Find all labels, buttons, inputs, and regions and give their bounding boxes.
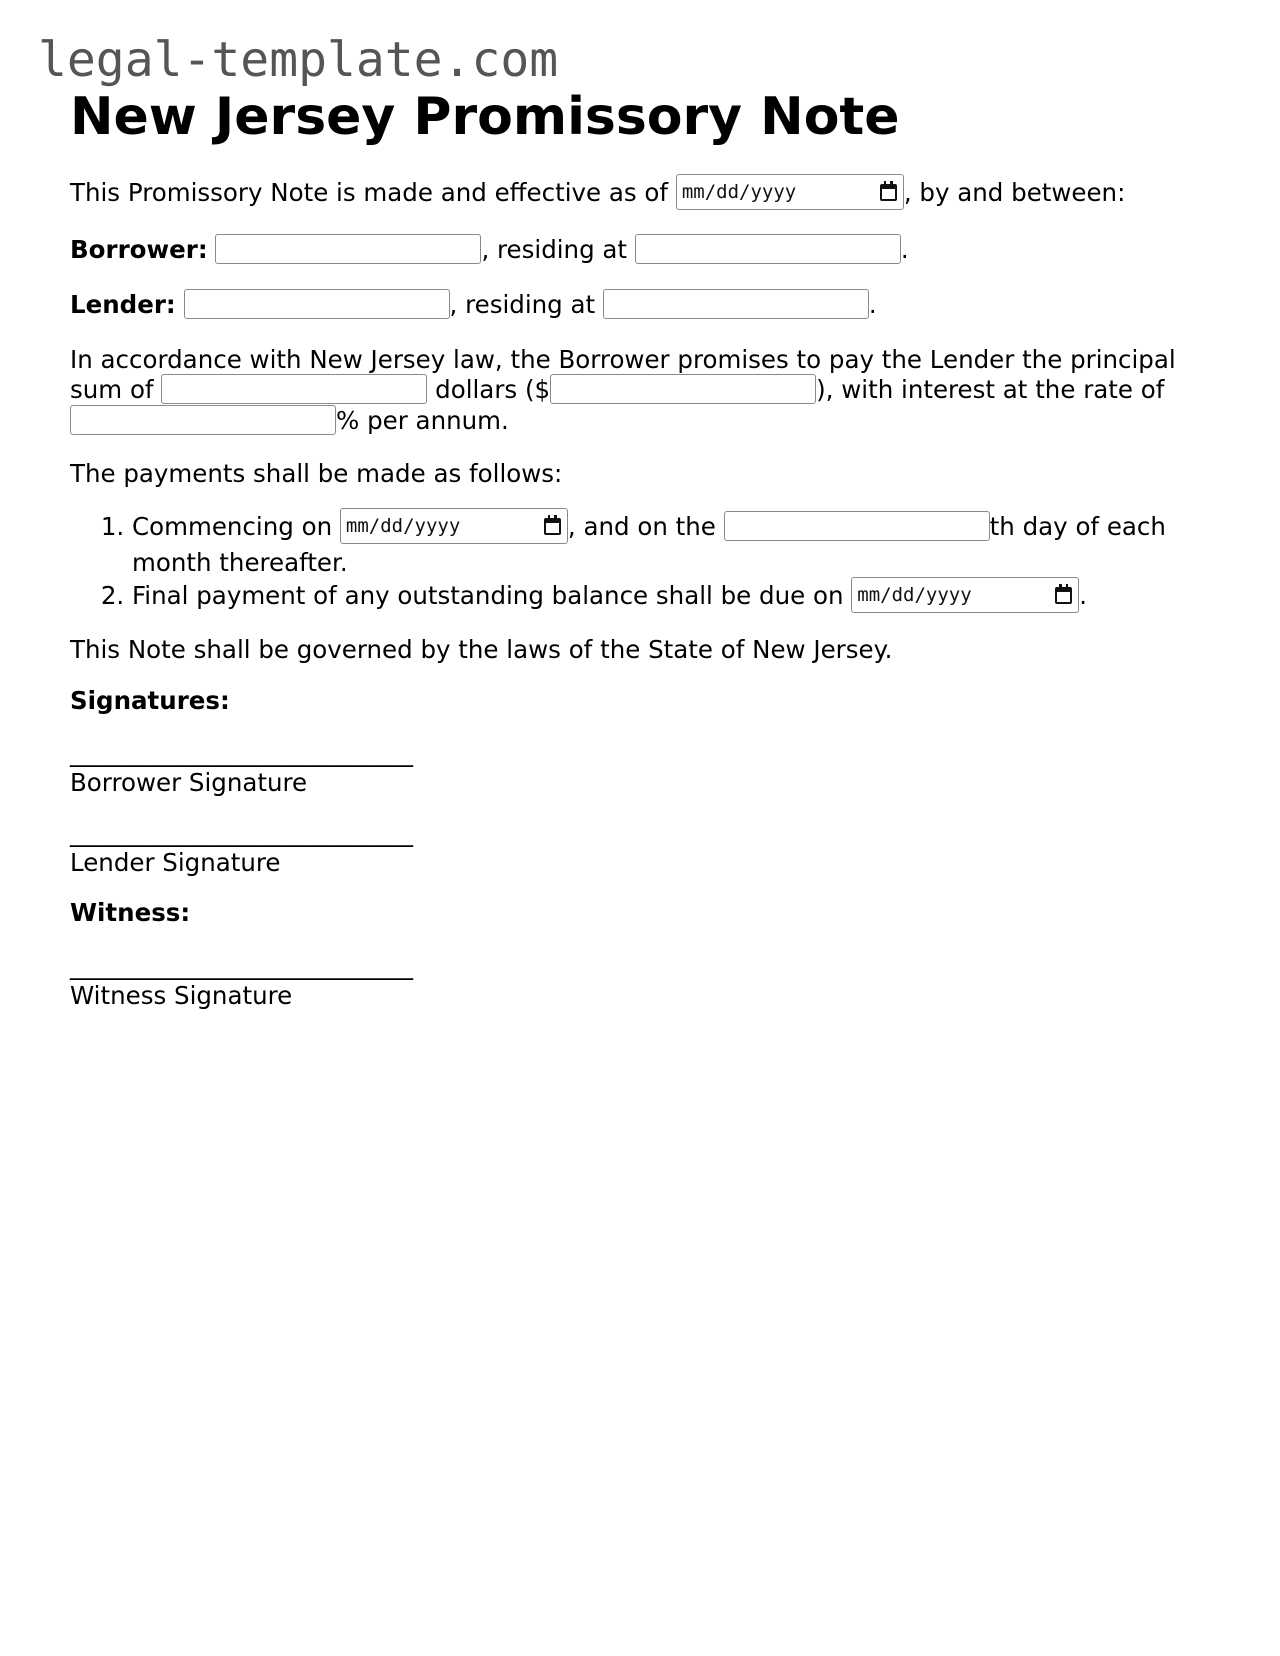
lender-name-field[interactable]: [184, 289, 450, 319]
payment-item-2-end: .: [1079, 581, 1088, 610]
borrower-name-field[interactable]: [215, 234, 481, 264]
intro-text-end: , by and between:: [903, 178, 1126, 207]
lender-end: .: [868, 290, 877, 319]
lender-signature-block: [70, 818, 413, 878]
signatures-heading-text: Signatures:: [70, 686, 230, 715]
witness-heading: [70, 898, 190, 928]
borrower-residing-text: , residing at: [481, 235, 628, 264]
lender-signature-label: Lender Signature: [70, 848, 281, 877]
commencing-date-placeholder: mm/dd/yyyy: [345, 514, 461, 537]
principal-words-field[interactable]: [161, 374, 427, 404]
witness-signature-line: ____________________________: [70, 951, 413, 980]
final-payment-date-input[interactable]: [851, 577, 1079, 613]
payments-heading: The payments shall be made as follows:: [70, 459, 563, 488]
witness-signature-label: Witness Signature: [70, 981, 293, 1010]
borrower-signature-line: ____________________________: [70, 738, 413, 767]
witness-signature-block: [70, 951, 413, 1011]
borrower-signature-block: [70, 738, 413, 798]
interest-rate-field[interactable]: [70, 405, 336, 435]
lender-signature-line: ____________________________: [70, 818, 413, 847]
lender-residing-text: , residing at: [449, 290, 596, 319]
payment-item-1-text-b: , and on the: [567, 512, 716, 541]
principal-text-2: dollars ($: [435, 375, 551, 404]
intro-text: This Promissory Note is made and effective as of: [70, 178, 669, 207]
calendar-icon[interactable]: [544, 518, 561, 535]
borrower-end: .: [900, 235, 909, 264]
page-title: New Jersey Promissory Note: [70, 87, 900, 147]
payment-item-1: [132, 510, 1222, 579]
effective-date-placeholder: mm/dd/yyyy: [681, 181, 797, 203]
calendar-icon[interactable]: [1055, 587, 1072, 604]
borrower-signature-label: Borrower Signature: [70, 768, 308, 797]
effective-date-input[interactable]: [676, 174, 904, 210]
borrower-address-field[interactable]: [635, 234, 901, 264]
borrower-line: [70, 235, 909, 266]
principal-amount-field[interactable]: [550, 374, 816, 404]
signatures-heading: [70, 686, 230, 716]
governing-law: This Note shall be governed by the laws of the State of New Jersey.: [70, 635, 893, 664]
principal-text-4: % per annum.: [336, 406, 509, 435]
lender-label: Lender:: [70, 290, 176, 319]
intro-paragraph: [70, 176, 1125, 212]
payment-item-1-text-c: th day of each month thereafter.: [132, 512, 1166, 577]
payment-item-2-text: Final payment of any outstanding balance shall be due on: [132, 581, 844, 610]
principal-text-3: ), with interest at the rate of: [816, 375, 1165, 404]
borrower-label: Borrower:: [70, 235, 208, 264]
lender-address-field[interactable]: [603, 289, 869, 319]
watermark: legal-template.com: [38, 32, 559, 88]
principal-text-1: In accordance with New Jersey law, the Borrower promises to pay the Lender the principal sum of: [70, 345, 1176, 404]
lender-line: [70, 290, 877, 321]
calendar-icon[interactable]: [880, 184, 897, 201]
final-payment-date-placeholder: mm/dd/yyyy: [857, 583, 972, 606]
payment-item-1-text: Commencing on: [132, 512, 333, 541]
payments-list: [70, 510, 1222, 615]
payment-item-2: [132, 579, 1222, 615]
commencing-date-input[interactable]: [340, 508, 568, 544]
witness-heading-text: Witness:: [70, 898, 191, 927]
payment-day-field[interactable]: [724, 511, 990, 541]
principal-paragraph: [70, 345, 1220, 437]
